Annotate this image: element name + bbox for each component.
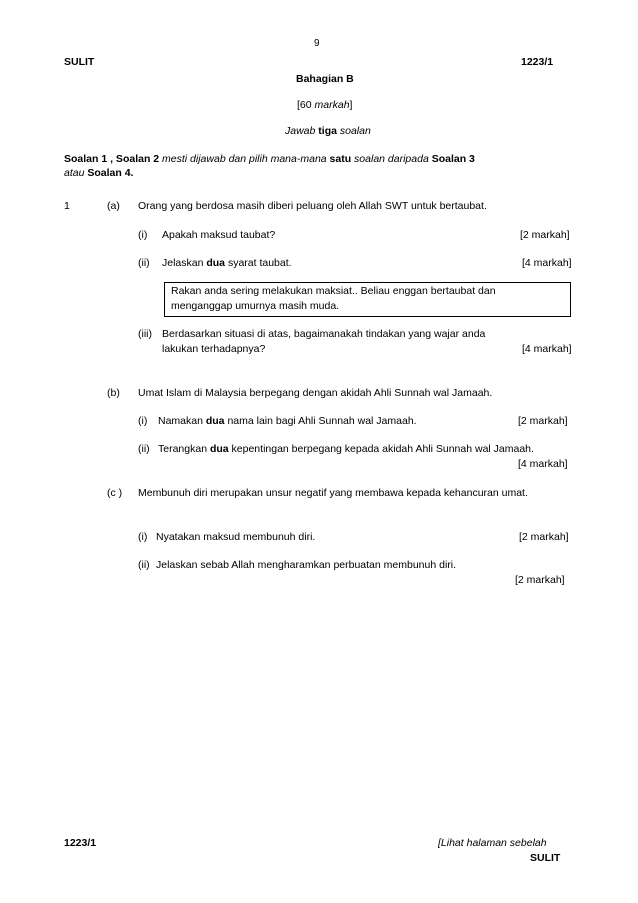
section-marks (297, 99, 352, 111)
marks-open: [60 (297, 99, 315, 111)
c-i-label: (i) (138, 531, 148, 543)
b-ii-marks: [4 markah] (518, 458, 568, 470)
situation-line1: Rakan anda sering melakukan maksiat.. Beliau enggan bertaubat dan (171, 285, 496, 297)
b-ii-text (158, 443, 534, 455)
b-ii-bold: dua (209, 443, 229, 455)
part-c-stem: Membunuh diri merupakan unsur negatif yang membawa kepada kehancuran umat. (138, 487, 528, 499)
b-ii-post: kepentingan berpegang kepada akidah Ahli Sunnah wal Jamaah. (228, 443, 534, 455)
instr-atau: atau (64, 167, 85, 179)
a-ii-label: (ii) (138, 257, 150, 269)
answer-bold: tiga (318, 125, 337, 137)
part-b-stem: Umat Islam di Malaysia berpegang dengan akidah Ahli Sunnah wal Jamaah. (138, 387, 493, 399)
footer-left: 1223/1 (64, 837, 97, 849)
a-iii-line2: lakukan terhadapnya? (162, 343, 266, 355)
instructions-line1 (64, 153, 475, 165)
b-i-marks: [2 markah] (518, 415, 568, 427)
instr-satu: satu (329, 153, 352, 165)
question-number: 1 (64, 200, 70, 212)
instructions-line2 (64, 167, 133, 179)
a-i-label: (i) (138, 229, 148, 241)
header-right: 1223/1 (521, 56, 554, 68)
c-ii-marks: [2 markah] (515, 574, 565, 586)
b-i-pre: Namakan (158, 415, 206, 427)
b-i-bold: dua (205, 415, 225, 427)
instr-soalan3: Soalan 3 (431, 153, 475, 165)
b-ii-pre: Terangkan (158, 443, 210, 455)
answer-instruction (285, 125, 371, 137)
c-i-text: Nyatakan maksud membunuh diri. (156, 531, 316, 543)
section-title: Bahagian B (296, 73, 354, 85)
a-ii-pre: Jelaskan (162, 257, 207, 269)
c-i-marks: [2 markah] (519, 531, 569, 543)
a-i-marks: [2 markah] (520, 229, 570, 241)
b-i-text (158, 415, 417, 427)
instr-soalan4: Soalan 4. (84, 167, 134, 179)
footer-right-sulit: SULIT (530, 852, 561, 864)
part-a-stem: Orang yang berdosa masih diberi peluang oleh Allah SWT untuk bertaubat. (138, 200, 487, 212)
c-ii-label: (ii) (138, 559, 150, 571)
marks-close: ] (349, 99, 353, 111)
a-iii-marks: [4 markah] (522, 343, 572, 355)
page-number: 9 (314, 38, 320, 49)
b-i-label: (i) (138, 415, 148, 427)
situation-box (164, 282, 571, 317)
answer-prefix: Jawab (285, 125, 319, 137)
instr-soalan1-2: Soalan 1 , Soalan 2 (64, 153, 160, 165)
instr-text1: mesti dijawab dan pilih mana-mana (159, 153, 330, 165)
instr-text2: soalan daripada (351, 153, 432, 165)
a-ii-post: syarat taubat. (225, 257, 292, 269)
a-iii-line1: Berdasarkan situasi di atas, bagaimanakah tindakan yang wajar anda (162, 328, 486, 340)
a-ii-text (162, 257, 292, 269)
a-ii-marks: [4 markah] (522, 257, 572, 269)
a-iii-label: (iii) (138, 328, 152, 340)
b-ii-label: (ii) (138, 443, 150, 455)
answer-suffix: soalan (336, 125, 371, 137)
part-a-label: (a) (107, 200, 120, 212)
part-c-label: (c ) (107, 487, 123, 499)
header-left: SULIT (64, 56, 95, 68)
part-b-label: (b) (107, 387, 120, 399)
c-ii-text: Jelaskan sebab Allah mengharamkan perbuatan membunuh diri. (156, 559, 457, 571)
a-ii-bold: dua (206, 257, 226, 269)
footer-right-note: [Lihat halaman sebelah (438, 837, 547, 849)
marks-word: markah (314, 99, 350, 111)
a-i-text: Apakah maksud taubat? (162, 229, 276, 241)
b-i-post: nama lain bagi Ahli Sunnah wal Jamaah. (224, 415, 417, 427)
situation-line2: menganggap umurnya masih muda. (171, 300, 340, 312)
